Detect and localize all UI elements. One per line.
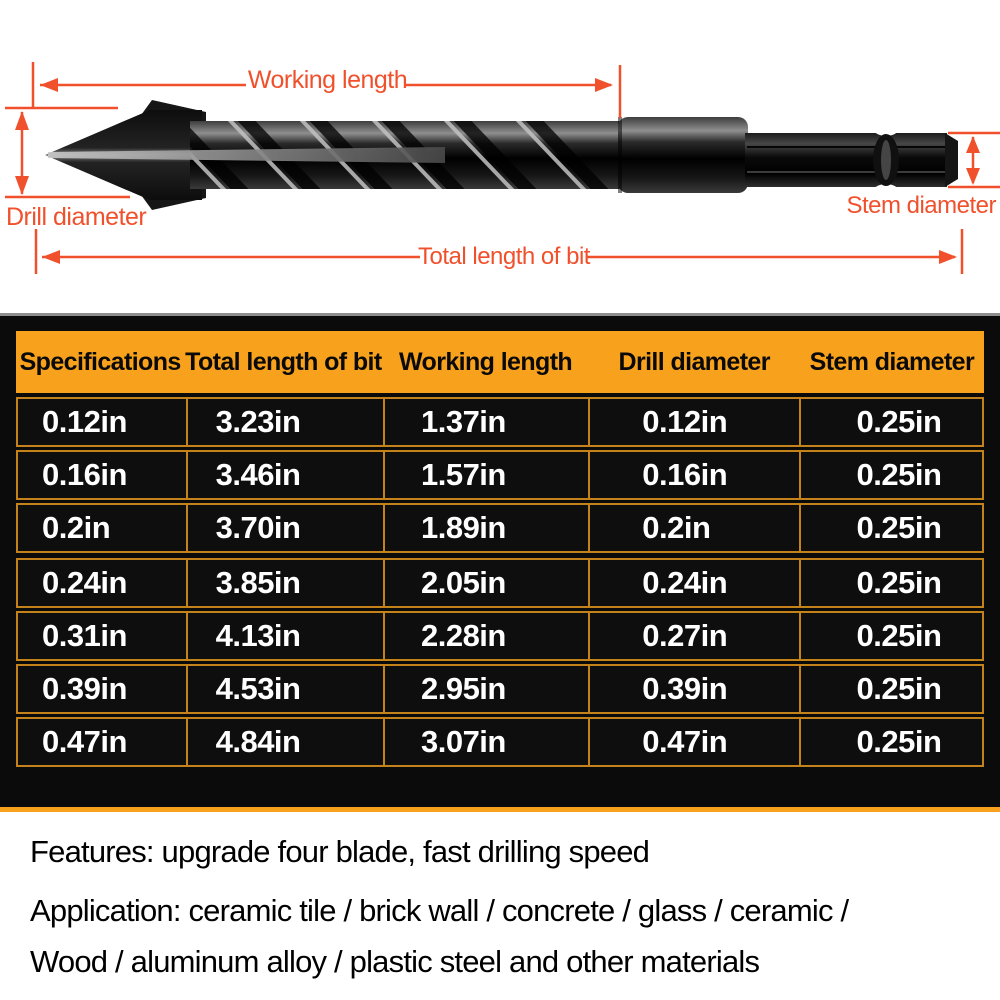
spec-cell: 0.12in — [42, 404, 127, 439]
spec-cell: 2.95in — [383, 666, 588, 712]
application-text-line1: Application: ceramic tile / brick wall / concrete / glass / ceramic / — [30, 893, 849, 928]
header-stem-diameter: Stem diameter — [809, 347, 975, 376]
spec-cell: 4.53in — [186, 666, 383, 712]
drill-bit-diagram — [0, 0, 1000, 313]
table-row — [16, 717, 984, 767]
header-drill-diameter: Drill diameter — [618, 347, 770, 376]
spec-cell: 0.25in — [799, 452, 982, 498]
spec-cell: 2.05in — [383, 560, 588, 606]
header-total-length: Total length of bit — [185, 347, 382, 376]
spec-cell: 4.84in — [186, 719, 383, 765]
table-row — [16, 664, 984, 714]
spec-cell: 0.47in — [42, 724, 127, 759]
spec-cell: 0.47in — [588, 719, 798, 765]
table-row — [16, 558, 984, 608]
spec-cell: 1.57in — [383, 452, 588, 498]
total-length-label: Total length of bit — [418, 243, 590, 270]
working-length-label: Working length — [247, 66, 408, 94]
table-row — [16, 450, 984, 500]
spec-cell: 0.25in — [799, 505, 982, 551]
spec-cell: 0.31in — [42, 618, 127, 653]
drill-bit-art — [45, 96, 958, 224]
spec-cell: 0.24in — [588, 560, 798, 606]
spec-cell: 3.07in — [383, 719, 588, 765]
spec-cell: 0.25in — [799, 560, 982, 606]
spec-cell: 0.16in — [588, 452, 798, 498]
spec-cell: 3.46in — [186, 452, 383, 498]
spec-cell: 1.37in — [383, 399, 588, 445]
spec-cell: 0.25in — [799, 399, 982, 445]
spec-cell: 0.25in — [799, 719, 982, 765]
stem-diameter-label: Stem diameter — [846, 192, 996, 219]
application-text-line2: Wood / aluminum alloy / plastic steel and other materials — [30, 944, 760, 979]
spec-cell: 0.39in — [42, 671, 127, 706]
spec-cell: 1.89in — [383, 505, 588, 551]
spec-cell: 2.28in — [383, 613, 588, 659]
spec-cell: 3.85in — [186, 560, 383, 606]
spec-cell: 3.23in — [186, 399, 383, 445]
spec-cell: 0.27in — [588, 613, 798, 659]
table-row — [16, 397, 984, 447]
spec-rows-group-1 — [16, 397, 984, 553]
spec-cell: 0.12in — [588, 399, 798, 445]
spec-cell: 0.24in — [42, 565, 127, 600]
spec-cell: 0.25in — [799, 666, 982, 712]
spec-cell: 0.2in — [42, 510, 111, 545]
spec-cell: 0.16in — [42, 457, 127, 492]
spec-cell: 3.70in — [186, 505, 383, 551]
spec-cell: 0.39in — [588, 666, 798, 712]
table-row — [16, 503, 984, 553]
spec-table-header — [16, 331, 984, 393]
spec-table-panel — [0, 313, 1000, 812]
features-text: Features: upgrade four blade, fast drilling speed — [30, 834, 650, 869]
spec-rows-group-2 — [16, 558, 984, 767]
header-working-length: Working length — [399, 347, 573, 376]
table-row — [16, 611, 984, 661]
drill-diameter-label: Drill diameter — [6, 203, 147, 231]
header-specifications: Specifications — [19, 347, 181, 376]
spec-cell: 0.25in — [799, 613, 982, 659]
spec-cell: 0.2in — [588, 505, 798, 551]
spec-cell: 4.13in — [186, 613, 383, 659]
